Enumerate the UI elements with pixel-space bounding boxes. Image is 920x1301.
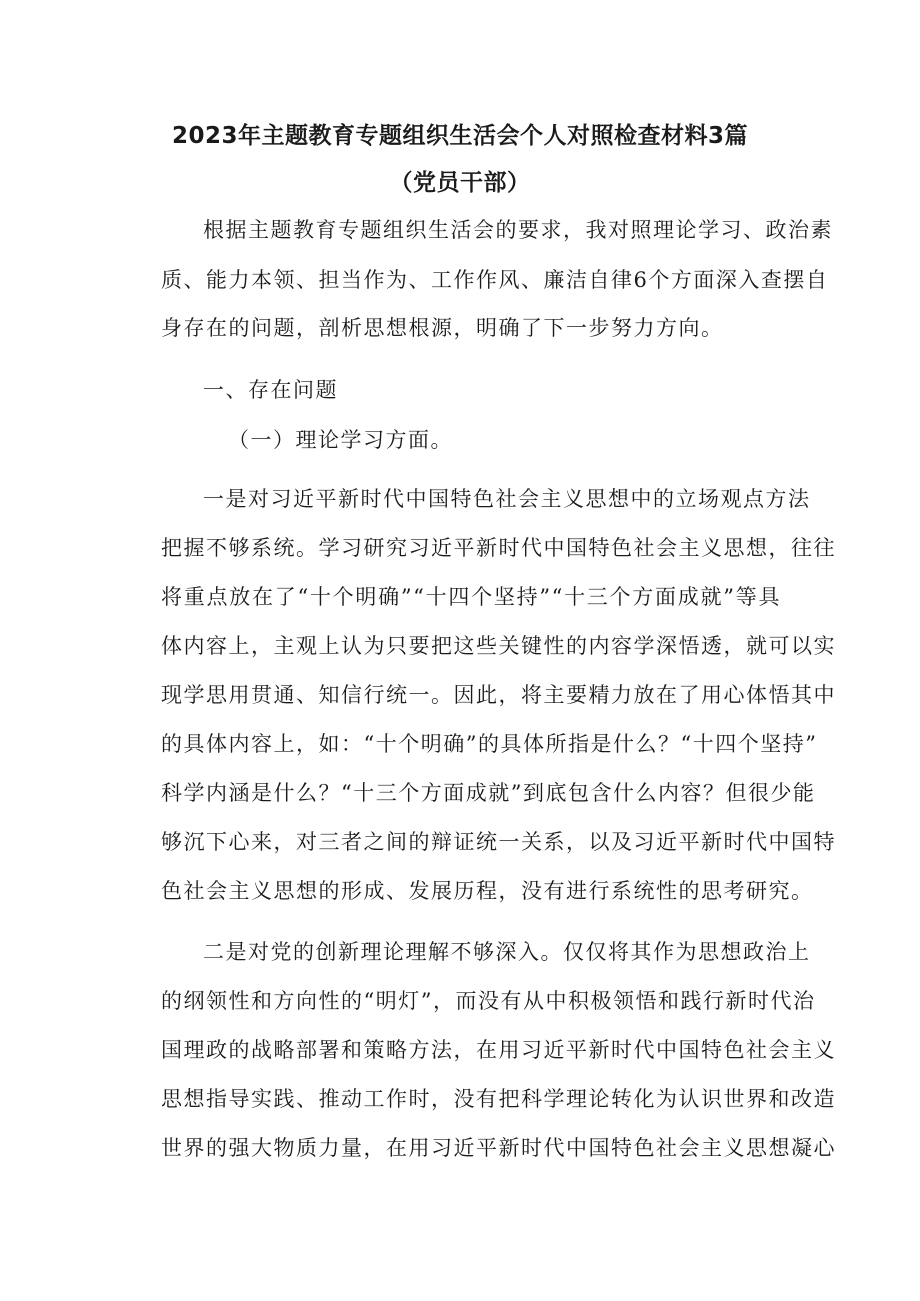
intro-line: 身存在的问题，剖析思想根源，明确了下一步努力方向。 [161,316,724,340]
paragraph-line: 将重点放在了“十个明确”“十四个坚持”“十三个方面成就”等具 [161,585,781,609]
paragraph-line: 科学内涵是什么？“十三个方面成就”到底包含什么内容？但很少能 [161,781,816,805]
paragraph-line: 色社会主义思想的形成、发展历程，没有进行系统性的思考研究。 [161,879,814,903]
document-title-line-2: （党员干部） [389,170,531,196]
intro-line: 根据主题教育专题组织生活会的要求，我对照理论学习、政治素 [203,218,833,242]
paragraph-line: 把握不够系统。学习研究习近平新时代中国特色社会主义思想，往往 [161,536,836,560]
paragraph-line: 体内容上，主观上认为只要把这些关键性的内容学深悟透，就可以实 [161,634,836,658]
paragraph-line: 国理政的战略部署和策略方法，在用习近平新时代中国特色社会主义 [161,1038,836,1062]
paragraph-line: 现学思用贯通、知信行统一。因此，将主要精力放在了用心体悟其中 [161,683,836,707]
paragraph-line: 一是对习近平新时代中国特色社会主义思想中的立场观点方法 [203,487,811,511]
paragraph-line: 的具体内容上，如：“十个明确”的具体所指是什么？“十四个坚持” [161,732,818,756]
document-title-line-1: 2023年主题教育专题组织生活会个人对照检查材料3篇 [171,123,749,149]
paragraph-line: 的纲领性和方向性的“明灯”，而没有从中积极领悟和践行新时代治 [161,989,816,1013]
intro-line: 质、能力本领、担当作为、工作作风、廉洁自律6个方面深入查摆自 [161,268,829,292]
paragraph-line: 世界的强大物质力量，在用习近平新时代中国特色社会主义思想凝心 [161,1136,836,1160]
subsection-heading: （一）理论学习方面。 [228,428,453,452]
paragraph-line: 思想指导实践、推动工作时，没有把科学理论转化为认识世界和改造 [161,1087,836,1111]
paragraph-line: 二是对党的创新理论理解不够深入。仅仅将其作为思想政治上 [203,940,811,964]
section-heading: 一、存在问题 [203,378,338,402]
paragraph-line: 够沉下心来，对三者之间的辩证统一关系，以及习近平新时代中国特 [161,830,836,854]
